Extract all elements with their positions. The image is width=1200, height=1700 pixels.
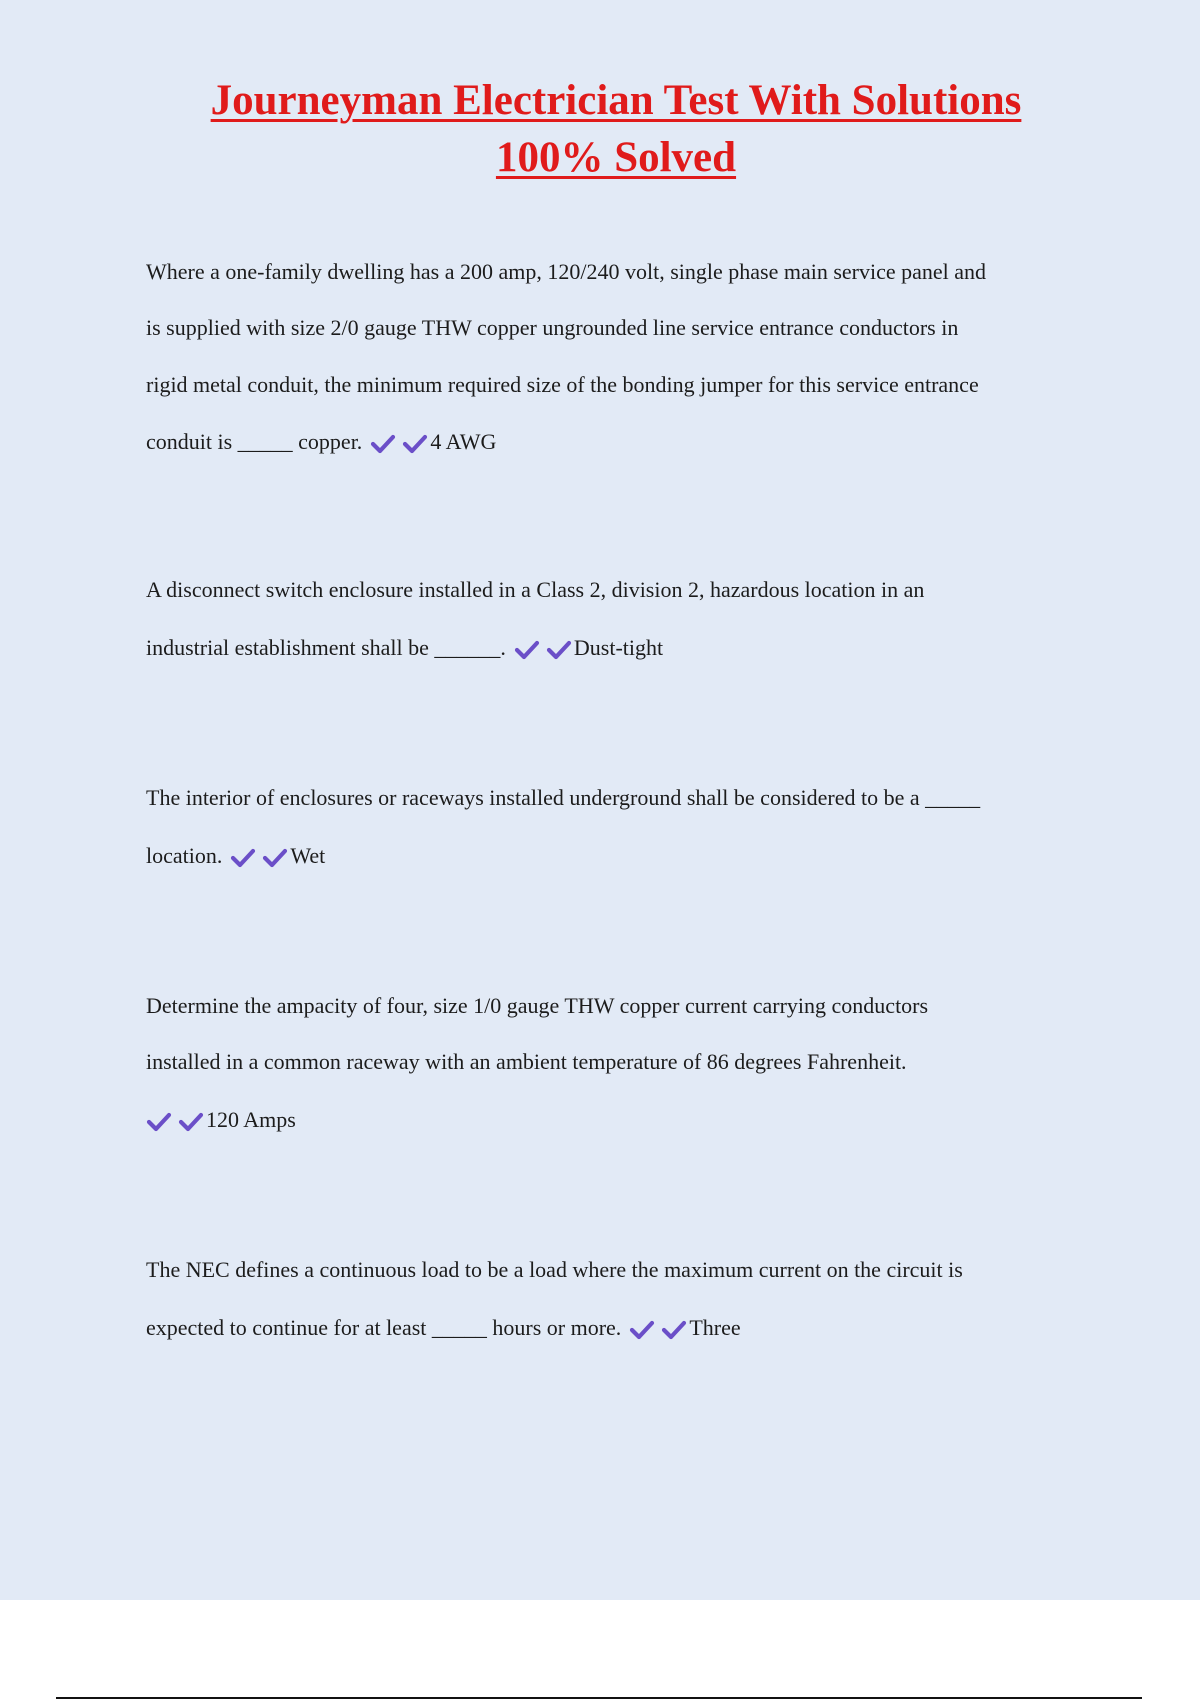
answer-text: Three <box>689 1315 741 1340</box>
answer-text: 4 AWG <box>430 429 497 454</box>
double-check-icon <box>230 842 288 870</box>
answer-text: 120 Amps <box>206 1107 296 1132</box>
question-last-line <box>146 634 663 662</box>
answer-text: Dust-tight <box>573 635 664 660</box>
question-line: is supplied with size 2/0 gauge THW copper ungrounded line service entrance conductors in <box>146 315 959 340</box>
question-last-line <box>146 428 496 456</box>
double-check-icon <box>514 634 572 662</box>
question-line: Determine the ampacity of four, size 1/0 gauge THW copper current carrying conductors <box>146 993 929 1018</box>
question-last-line <box>146 1106 296 1134</box>
question-last-line <box>146 1314 741 1342</box>
question-line: installed in a common raceway with an ambient temperature of 86 degrees Fahrenheit. <box>146 1049 907 1074</box>
question-line: The interior of enclosures or raceways installed underground shall be considered to be a _____ <box>146 785 981 810</box>
question-line: Where a one-family dwelling has a 200 amp, 120/240 volt, single phase main service panel and <box>146 259 987 284</box>
title-line-1: Journeyman Electrician Test With Solutions <box>210 77 1022 124</box>
question-text: conduit is _____ copper. <box>146 429 363 454</box>
double-check-icon <box>370 428 428 456</box>
answer-text: Wet <box>290 843 326 868</box>
question-line: The NEC defines a continuous load to be a load where the maximum current on the circuit is <box>146 1257 963 1282</box>
question-line: A disconnect switch enclosure installed in a Class 2, division 2, hazardous location in an <box>146 577 925 602</box>
question-text: industrial establishment shall be ______. <box>146 635 506 660</box>
question-text: expected to continue for at least _____ hours or more. <box>146 1315 622 1340</box>
title-line-2: 100% Solved <box>495 134 737 181</box>
question-last-line <box>146 842 325 870</box>
footer-rule <box>56 1697 1142 1699</box>
question-text: location. <box>146 843 223 868</box>
question-line: rigid metal conduit, the minimum required size of the bonding jumper for this service entrance <box>146 372 979 397</box>
double-check-icon <box>629 1314 687 1342</box>
double-check-icon <box>146 1106 204 1134</box>
document-title <box>100 72 1132 186</box>
